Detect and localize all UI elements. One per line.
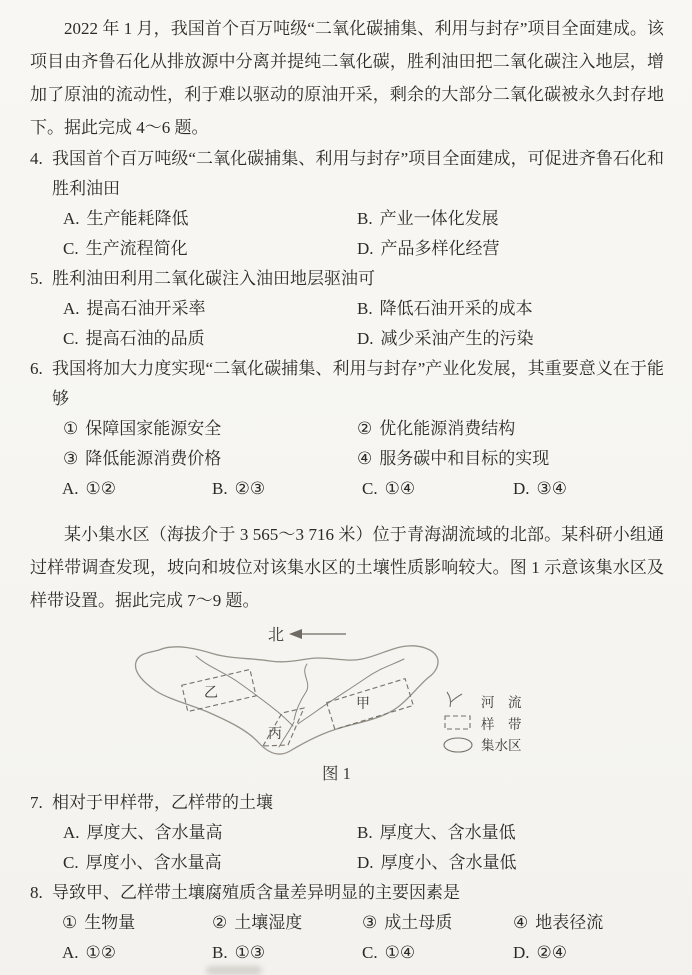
legend-catchment-label: 集水区 [481, 738, 522, 753]
question-5 [30, 264, 664, 354]
question-5-stem: 胜利油田利用二氧化碳注入油田地层驱油可 [52, 269, 375, 288]
scan-smudge [206, 966, 262, 975]
option-7d: D. 厚度小、含水量低 [357, 853, 517, 872]
question-5-options-row-1 [52, 294, 664, 324]
option-4a: A. 生产能耗降低 [63, 209, 189, 228]
question-8 [30, 878, 664, 968]
catchment-outline [135, 646, 438, 754]
question-8-answers-row [52, 938, 664, 968]
option-5b: B. 降低石油开采的成本 [357, 299, 533, 318]
subitem-6-2: ② 优化能源消费结构 [357, 419, 516, 438]
option-7c: C. 厚度小、含水量高 [63, 853, 222, 872]
catchment-map [100, 617, 600, 782]
question-7-stem: 相对于甲样带，乙样带的土壤 [52, 793, 273, 812]
legend-river-label: 河 流 [481, 695, 522, 710]
option-5c: C. 提高石油的品质 [63, 329, 205, 348]
question-8-stem: 导致甲、乙样带土壤腐殖质含量差异明显的主要因素是 [52, 883, 460, 902]
answer-6b: B. ②③ [212, 479, 266, 498]
option-4c: C. 生产流程简化 [63, 239, 188, 258]
question-7 [30, 788, 664, 878]
question-6-stem: 我国将加大力度实现“二氧化碳捕集、利用与封存”产业化发展，其重要意义在于能够 [52, 359, 664, 408]
answer-8d: D. ②④ [513, 943, 568, 962]
question-7-options-row-2 [52, 848, 664, 878]
option-5d: D. 减少采油产生的污染 [357, 329, 534, 348]
answer-8b: B. ①③ [212, 943, 266, 962]
answer-6a: A. ①② [62, 479, 117, 498]
transect-bing-label: 丙 [268, 727, 282, 742]
question-6 [30, 354, 664, 504]
question-8-subitems-row [52, 908, 664, 938]
transect-symbol [445, 716, 470, 729]
transect-jia-label: 甲 [356, 697, 370, 712]
option-7a: A. 厚度大、含水量高 [63, 823, 223, 842]
transect-jia [327, 679, 414, 730]
river-right-branch [298, 659, 404, 724]
option-4b: B. 产业一体化发展 [357, 209, 499, 228]
question-7-options-row-1 [52, 818, 664, 848]
question-8-number: 8. [30, 883, 43, 902]
question-6-subitems-row-1 [52, 414, 664, 444]
question-5-options-row-2 [52, 324, 664, 354]
question-4 [30, 144, 664, 264]
question-4-options-row-2 [52, 234, 664, 264]
question-6-answers-row [52, 474, 664, 504]
answer-6d: D. ③④ [513, 479, 568, 498]
transect-yi [182, 669, 256, 711]
figure-1 [100, 617, 600, 782]
figure-caption: 图 1 [322, 764, 351, 782]
question-6-subitems-row-2 [52, 444, 664, 474]
question-4-number: 4. [30, 149, 43, 168]
question-4-stem: 我国首个百万吨级“二氧化碳捕集、利用与封存”项目全面建成，可促进齐鲁石化和胜利油田 [52, 149, 664, 198]
option-5a: A. 提高石油开采率 [63, 299, 206, 318]
river-middle [294, 664, 308, 720]
question-5-number: 5. [30, 269, 43, 288]
north-arrow-head [289, 629, 302, 639]
answer-6c: C. ①④ [362, 479, 416, 498]
answer-8a: A. ①② [62, 943, 117, 962]
north-label: 北 [268, 627, 285, 644]
option-7b: B. 厚度大、含水量低 [357, 823, 516, 842]
question-6-number: 6. [30, 359, 43, 378]
passage-catchment: 某小集水区（海拔介于 3 565～3 716 米）位于青海湖流域的北部。某科研小组通过样带调查发现，坡向和坡位对该集水区的土壤性质影响较大。图 1 示意该集水区及样带设置。据此完成 7～9 题。 [30, 525, 664, 610]
subitem-6-3: ③ 降低能源消费价格 [63, 449, 222, 468]
subitem-6-1: ① 保障国家能源安全 [63, 419, 222, 438]
transect-yi-label: 乙 [204, 686, 218, 701]
subitem-6-4: ④ 服务碳中和目标的实现 [357, 449, 550, 468]
catchment-symbol [444, 738, 472, 752]
subitem-8-2: ② 土壤湿度 [212, 913, 303, 932]
legend-transect-label: 样 带 [481, 717, 522, 732]
subitem-8-4: ④ 地表径流 [513, 913, 604, 932]
question-7-number: 7. [30, 793, 43, 812]
river-symbol [447, 692, 462, 707]
answer-8c: C. ①④ [362, 943, 416, 962]
passage-ccus: 2022 年 1 月，我国首个百万吨级“二氧化碳捕集、利用与封存”项目全面建成。该项目由齐鲁石化从排放源中分离并提纯二氧化碳，胜利油田把二氧化碳注入地层，增加了原油的流动性，利于难以驱动的原油开采，剩余的大部分二氧化碳被永久封存地下。据此完成 4～6 题。 [30, 19, 664, 137]
subitem-8-3: ③ 成土母质 [362, 913, 453, 932]
subitem-8-1: ① 生物量 [62, 913, 136, 932]
question-4-options-row-1 [52, 204, 664, 234]
option-4d: D. 产品多样化经营 [357, 239, 500, 258]
